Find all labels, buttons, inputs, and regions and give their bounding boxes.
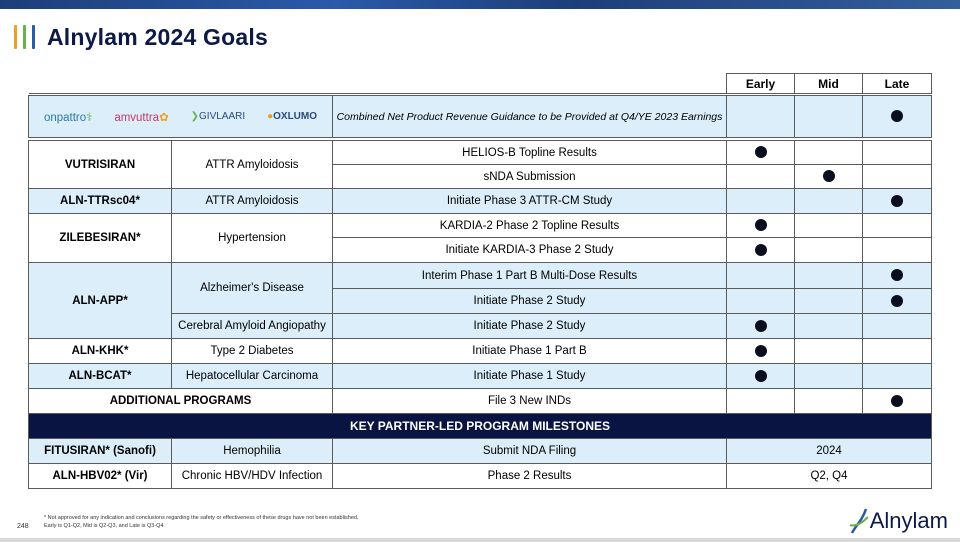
timing-text: Q2, Q4 — [727, 464, 932, 489]
timing-text: 2024 — [727, 439, 932, 464]
timing-early — [727, 339, 795, 364]
milestone-text: Initiate Phase 1 Study — [333, 364, 727, 389]
section-title: KEY PARTNER-LED PROGRAM MILESTONES — [29, 414, 932, 439]
program-name: ADDITIONAL PROGRAMS — [29, 389, 333, 414]
products-late — [863, 96, 932, 138]
milestone-text: Initiate KARDIA-3 Phase 2 Study — [333, 238, 727, 263]
partner-row — [29, 464, 932, 489]
product-logos — [29, 96, 333, 138]
milestone-text: Phase 2 Results — [333, 464, 727, 489]
milestone-text: File 3 New INDs — [333, 389, 727, 414]
products-mid — [795, 96, 863, 138]
program-indication: ATTR Amyloidosis — [172, 141, 333, 189]
timing-late — [863, 141, 932, 165]
products-row — [29, 96, 932, 138]
timing-mid — [795, 314, 863, 339]
timing-early — [727, 263, 795, 289]
timing-late — [863, 339, 932, 364]
program-indication: Hypertension — [172, 214, 333, 263]
header-spacer — [29, 74, 727, 94]
timing-late — [863, 263, 932, 289]
milestone-text: KARDIA-2 Phase 2 Topline Results — [333, 214, 727, 238]
program-name: ALN-BCAT* — [29, 364, 172, 389]
brand-name: Alnylam — [869, 508, 948, 533]
amvuttra-logo: amvuttra✿ — [114, 111, 169, 124]
program-indication: Type 2 Diabetes — [172, 339, 333, 364]
milestone-dot-icon — [755, 320, 767, 332]
milestone-text: Initiate Phase 2 Study — [333, 314, 727, 339]
program-name: ALN-HBV02* (Vir) — [29, 464, 172, 489]
milestone-dot-icon — [755, 345, 767, 357]
page-title: Alnylam 2024 Goals — [47, 23, 268, 50]
timing-early — [727, 141, 795, 165]
title-row — [14, 22, 268, 52]
header-late: Late — [863, 74, 932, 94]
program-name: ALN-APP* — [29, 263, 172, 339]
timing-mid — [795, 339, 863, 364]
timing-early — [727, 238, 795, 263]
timing-late — [863, 289, 932, 314]
program-indication: Chronic HBV/HDV Infection — [172, 464, 333, 489]
program-name: VUTRISIRAN — [29, 141, 172, 189]
footnote-timing: Early is Q1-Q2, Mid is Q2-Q3, and Late is Q3-Q4 — [44, 523, 164, 529]
milestone-dot-icon — [755, 219, 767, 231]
milestone-text: Initiate Phase 1 Part B — [333, 339, 727, 364]
milestone-dot-icon — [823, 170, 835, 182]
timing-mid — [795, 141, 863, 165]
milestone-text: sNDA Submission — [333, 165, 727, 189]
footnotes — [44, 514, 359, 530]
milestone-dot-icon — [755, 370, 767, 382]
timing-early — [727, 314, 795, 339]
program-name: ALN-KHK* — [29, 339, 172, 364]
timing-late — [863, 214, 932, 238]
program-name: ZILEBESIRAN* — [29, 214, 172, 263]
timing-late — [863, 189, 932, 214]
timing-mid — [795, 389, 863, 414]
milestone-dot-icon — [891, 269, 903, 281]
partner-row — [29, 439, 932, 464]
title-accent-bars-icon — [14, 25, 35, 49]
timing-early — [727, 289, 795, 314]
timing-mid — [795, 165, 863, 189]
milestone-text: Initiate Phase 2 Study — [333, 289, 727, 314]
timing-mid — [795, 289, 863, 314]
top-banner — [0, 0, 960, 9]
timing-late — [863, 238, 932, 263]
givlaari-logo: ❯GIVLAARI — [190, 111, 246, 122]
partner-section-header — [29, 414, 932, 439]
timing-mid — [795, 364, 863, 389]
revenue-guidance-text: Combined Net Product Revenue Guidance to be Provided at Q4/YE 2023 Earnings — [333, 96, 727, 138]
onpattro-logo: onpattro⚕ — [43, 111, 93, 124]
timing-early — [727, 189, 795, 214]
alnylam-logo — [848, 507, 948, 535]
milestone-text: Submit NDA Filing — [333, 439, 727, 464]
footnote-approval: * Not approved for any indication and conclusions regarding the safety or effectiveness of these drugs have not been established. — [44, 515, 359, 521]
milestone-dot-icon — [891, 110, 903, 122]
header-row — [29, 74, 932, 94]
program-name: ALN-TTRsc04* — [29, 189, 172, 214]
products-early — [727, 96, 795, 138]
timing-early — [727, 214, 795, 238]
goals-table — [28, 73, 932, 489]
header-early: Early — [727, 74, 795, 94]
program-indication: ATTR Amyloidosis — [172, 189, 333, 214]
timing-late — [863, 389, 932, 414]
page-number: 248 — [17, 523, 29, 530]
milestone-dot-icon — [891, 295, 903, 307]
program-indication: Hepatocellular Carcinoma — [172, 364, 333, 389]
timing-mid — [795, 189, 863, 214]
timing-late — [863, 165, 932, 189]
timing-early — [727, 364, 795, 389]
timing-late — [863, 314, 932, 339]
timing-early — [727, 165, 795, 189]
milestone-text: HELIOS-B Topline Results — [333, 141, 727, 165]
timing-mid — [795, 263, 863, 289]
alnylam-helix-icon — [848, 507, 870, 535]
program-indication: Hemophilia — [172, 439, 333, 464]
timing-mid — [795, 238, 863, 263]
program-indication: Alzheimer's Disease — [172, 263, 333, 314]
timing-early — [727, 389, 795, 414]
bottom-rule — [0, 538, 960, 542]
milestone-text: Initiate Phase 3 ATTR-CM Study — [333, 189, 727, 214]
milestone-text: Interim Phase 1 Part B Multi-Dose Results — [333, 263, 727, 289]
header-mid: Mid — [795, 74, 863, 94]
milestone-dot-icon — [891, 395, 903, 407]
milestone-dot-icon — [755, 244, 767, 256]
milestone-dot-icon — [755, 146, 767, 158]
timing-mid — [795, 214, 863, 238]
program-name: FITUSIRAN* (Sanofi) — [29, 439, 172, 464]
milestone-dot-icon — [891, 195, 903, 207]
oxlumo-logo: ●OXLUMO — [267, 111, 318, 122]
program-indication: Cerebral Amyloid Angiopathy — [172, 314, 333, 339]
timing-late — [863, 364, 932, 389]
